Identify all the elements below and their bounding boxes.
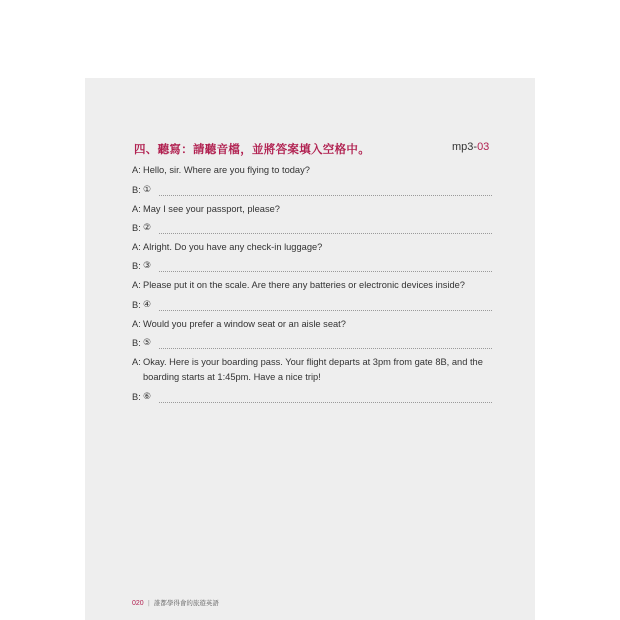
dialogue-line-a3 [132, 240, 492, 255]
answer-number: ③ [143, 261, 152, 271]
answer-blank[interactable] [159, 222, 492, 234]
speaker-label: B: [132, 185, 141, 195]
dialogue-line-a6 [132, 355, 492, 385]
book-page [85, 78, 535, 620]
line-text: Okay. Here is your boarding pass. Your flight departs at 3pm from gate 8B, and the boarding starts at 1:45pm. Have a nice trip! [143, 357, 483, 382]
answer-number: ② [143, 223, 152, 233]
speaker-label: A: [132, 319, 141, 329]
answer-blank[interactable] [159, 391, 492, 403]
dialogue-line-a2 [132, 202, 492, 217]
speaker-label: A: [132, 242, 141, 252]
answer-line-3[interactable] [132, 259, 492, 274]
line-text: Alright. Do you have any check-in luggage? [143, 242, 323, 252]
speaker-label: A: [132, 280, 141, 290]
answer-blank[interactable] [159, 184, 492, 196]
answer-blank[interactable] [159, 299, 492, 311]
footer-separator: | [147, 599, 150, 607]
answer-number: ⑤ [143, 338, 152, 348]
audio-prefix: mp3- [452, 141, 478, 153]
exercise-heading: 四、聽寫：請聽音檔，並將答案填入空格中。 [134, 142, 370, 156]
page-footer [132, 598, 219, 607]
answer-number: ① [143, 185, 152, 195]
book-title: 誰都學得會的旅遊英語 [153, 599, 219, 607]
line-text: Please put it on the scale. Are there any batteries or electronic devices inside? [143, 280, 465, 290]
answer-blank[interactable] [159, 260, 492, 272]
answer-line-2[interactable] [132, 221, 492, 236]
dialogue-line-a1 [132, 163, 492, 178]
answer-number: ⑥ [143, 392, 152, 402]
line-text: Hello, sir. Where are you flying to today? [143, 165, 310, 175]
dialogue-line-a4 [132, 278, 492, 293]
speaker-label: B: [132, 223, 141, 233]
line-text: Would you prefer a window seat or an aisle seat? [143, 319, 346, 329]
answer-line-5[interactable] [132, 336, 492, 351]
speaker-label: A: [132, 204, 141, 214]
answer-line-6[interactable] [132, 390, 492, 405]
speaker-label: B: [132, 338, 141, 348]
audio-track-number: 03 [477, 141, 490, 153]
answer-line-1[interactable] [132, 183, 492, 198]
dialogue-line-a5 [132, 317, 492, 332]
audio-track-label [452, 141, 489, 153]
answer-blank[interactable] [159, 337, 492, 349]
speaker-label: A: [132, 357, 141, 367]
speaker-label: B: [132, 392, 141, 402]
answer-line-4[interactable] [132, 298, 492, 313]
answer-number: ④ [143, 300, 152, 310]
speaker-label: A: [132, 165, 141, 175]
speaker-label: B: [132, 261, 141, 271]
speaker-label: B: [132, 300, 141, 310]
line-text: May I see your passport, please? [143, 204, 280, 214]
page-number: 020 [132, 600, 144, 607]
